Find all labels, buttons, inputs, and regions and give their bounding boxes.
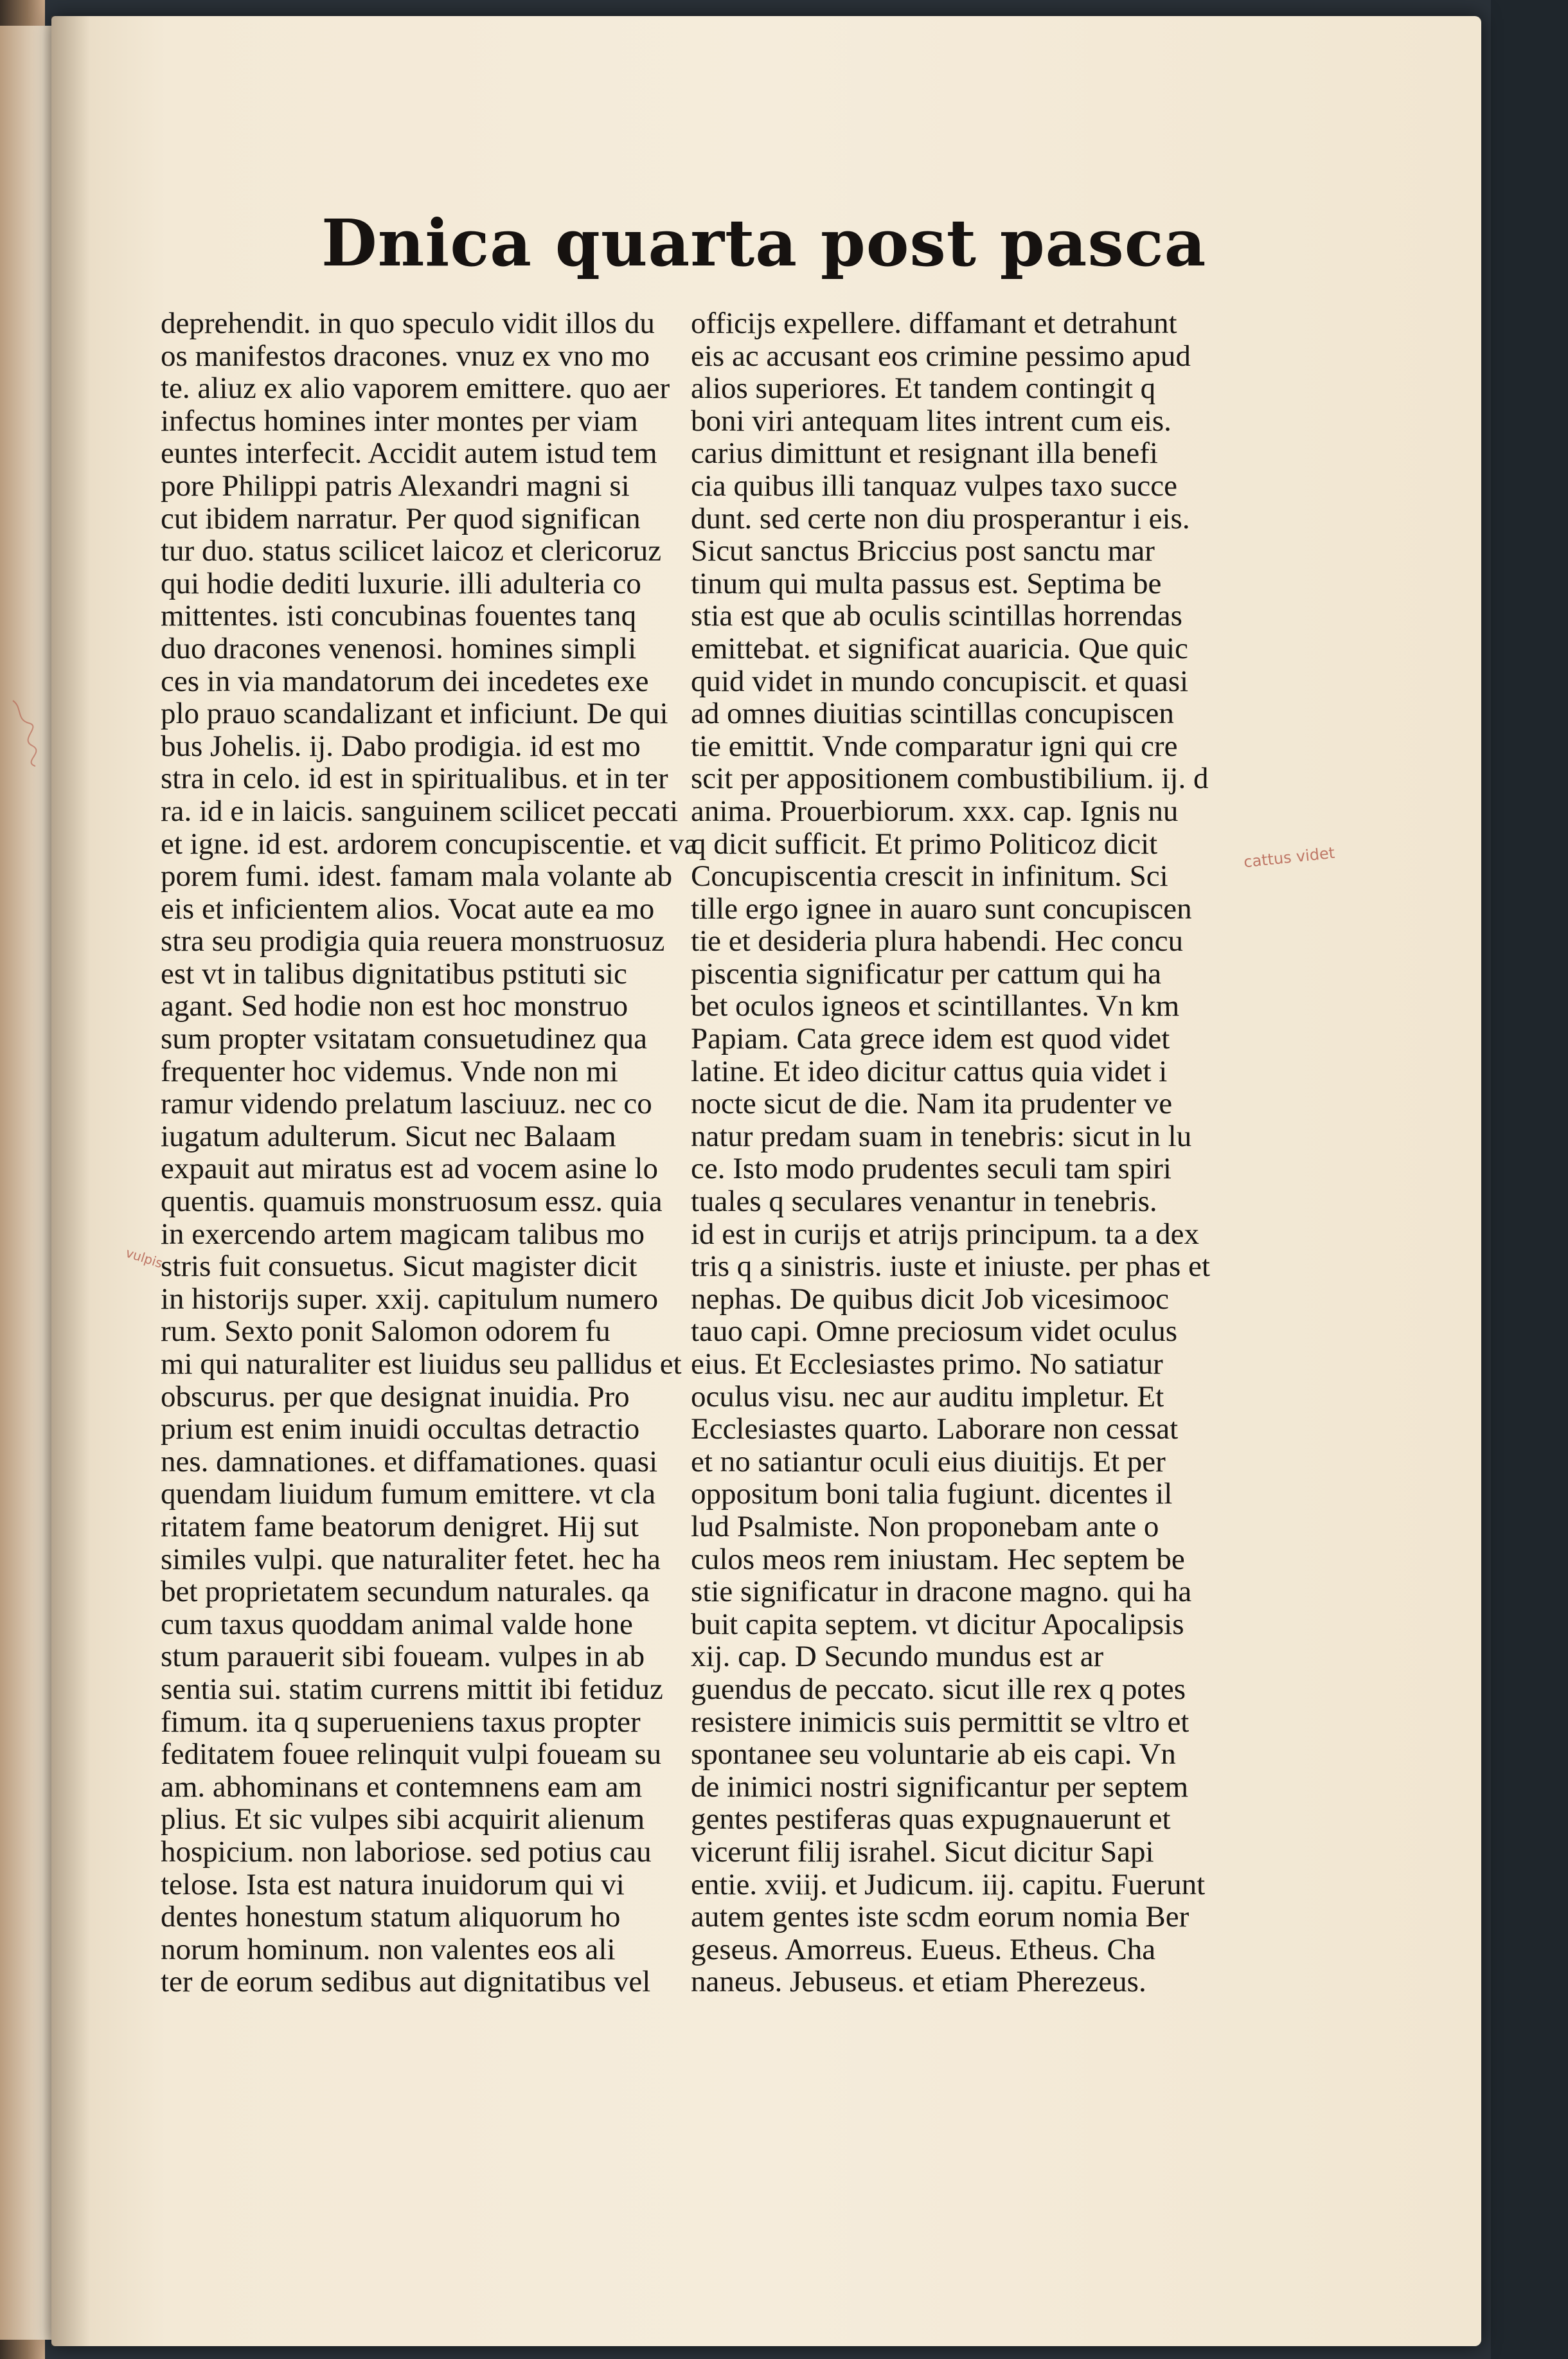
- text-line: Papiam. Cata grece idem est quod videt: [691, 1022, 1170, 1056]
- text-line: natur predam suam in tenebris: sicut in lu: [691, 1119, 1192, 1153]
- text-line: Sicut sanctus Briccius post sanctu mar: [691, 534, 1155, 568]
- text-line: oculus visu. nec aur auditu impletur. Et: [691, 1379, 1164, 1413]
- text-line: est vt in talibus dignitatibus pstituti sic: [161, 956, 627, 991]
- text-line: norum hominum. non valentes eos ali: [161, 1932, 616, 1966]
- text-line: pore Philippi patris Alexandri magni si: [161, 469, 630, 503]
- text-line: fimum. ita q superueniens taxus propter: [161, 1705, 641, 1739]
- right-text-column: [691, 307, 1224, 1998]
- text-line: q dicit sufficit. Et primo Politicoz dicit: [691, 827, 1158, 861]
- text-line: ces in via mandatorum dei incedetes exe: [161, 664, 649, 698]
- text-line: telose. Ista est natura inuidorum qui vi: [161, 1867, 625, 1901]
- text-line: emittebat. et significat auaricia. Que quic: [691, 631, 1188, 665]
- text-line: tille ergo ignee in auaro sunt concupiscen: [691, 892, 1192, 926]
- text-line: cut ibidem narratur. Per quod significan: [161, 501, 641, 535]
- text-line: ad omnes diuitias scintillas concupiscen: [691, 697, 1174, 731]
- text-line: eis ac accusant eos crimine pessimo apud: [691, 339, 1191, 373]
- text-line: ce. Isto modo prudentes seculi tam spiri: [691, 1152, 1172, 1186]
- text-line: officijs expellere. diffamant et detrahunt: [691, 307, 1177, 340]
- margin-annotation-left: vulpis: [123, 1244, 165, 1271]
- text-line: et no satiantur oculi eius diuitijs. Et per: [691, 1444, 1166, 1478]
- text-line: vicerunt filij israhel. Sicut dicitur Sapi: [691, 1834, 1154, 1869]
- text-line: guendus de peccato. sicut ille rex q potes: [691, 1672, 1186, 1706]
- text-line: xij. cap. D Secundo mundus est ar: [691, 1640, 1104, 1674]
- text-line: tris q a sinistris. iuste et iniuste. per phas et: [691, 1250, 1211, 1284]
- text-line: id est in curijs et atrijs principum. ta a dex: [691, 1217, 1199, 1251]
- margin-scribble-icon: [10, 694, 48, 771]
- text-line: quendam liuidum fumum emittere. vt cla: [161, 1477, 656, 1511]
- text-line: culos meos rem iniustam. Hec septem be: [691, 1542, 1185, 1576]
- text-line: cia quibus illi tanquaz vulpes taxo succe: [691, 469, 1178, 503]
- text-line: anima. Prouerbiorum. xxx. cap. Ignis nu: [691, 794, 1179, 828]
- text-line: frequenter hoc videmus. Vnde non mi: [161, 1054, 618, 1088]
- text-line: plo prauo scandalizant et inficiunt. De qui: [161, 697, 668, 731]
- text-line: dunt. sed certe non diu prosperantur i eis.: [691, 501, 1190, 535]
- text-line: similes vulpi. que naturaliter fetet. hec ha: [161, 1542, 661, 1576]
- text-line: agant. Sed hodie non est hoc monstruo: [161, 989, 628, 1023]
- text-line: buit capita septem. vt dicitur Apocalipsis: [691, 1607, 1184, 1641]
- text-line: entie. xviij. et Judicum. iij. capitu. Fuerunt: [691, 1867, 1206, 1901]
- text-line: in historijs super. xxij. capitulum numero: [161, 1282, 659, 1316]
- text-line: autem gentes iste scdm eorum nomia Ber: [691, 1900, 1189, 1934]
- text-line: sentia sui. statim currens mittit ibi fetiduz: [161, 1672, 663, 1706]
- text-line: eis et inficientem alios. Vocat aute ea mo: [161, 892, 655, 926]
- text-line: de inimici nostri significantur per septem: [691, 1770, 1189, 1804]
- text-line: Ecclesiastes quarto. Laborare non cessat: [691, 1412, 1179, 1446]
- margin-annotation-right: cattus videt: [1242, 843, 1336, 872]
- text-line: boni viri antequam lites intrent cum eis.: [691, 404, 1172, 438]
- text-line: am. abhominans et contemnens eam am: [161, 1770, 643, 1804]
- text-line: oppositum boni talia fugiunt. dicentes il: [691, 1477, 1173, 1511]
- text-line: dentes honestum statum aliquorum ho: [161, 1900, 621, 1934]
- text-line: alios superiores. Et tandem contingit q: [691, 372, 1156, 406]
- text-line: latine. Et ideo dicitur cattus quia videt i: [691, 1054, 1168, 1088]
- text-line: nes. damnationes. et diffamationes. quasi: [161, 1444, 658, 1478]
- text-line: bus Johelis. ij. Dabo prodigia. id est mo: [161, 729, 641, 763]
- text-line: bet oculos igneos et scintillantes. Vn km: [691, 989, 1180, 1023]
- text-line: stris fuit consuetus. Sicut magister dicit: [161, 1250, 637, 1284]
- text-line: scit per appositionem combustibilium. ij. d: [691, 762, 1209, 796]
- text-line: nocte sicut de die. Nam ita prudenter ve: [691, 1087, 1173, 1121]
- text-line: obscurus. per que designat inuidia. Pro: [161, 1379, 630, 1413]
- text-line: stum parauerit sibi foueam. vulpes in ab: [161, 1640, 645, 1674]
- text-line: quentis. quamuis monstruosum essz. quia: [161, 1185, 663, 1219]
- text-line: tauo capi. Omne preciosum videt oculus: [691, 1314, 1178, 1349]
- text-line: duo dracones venenosi. homines simpli: [161, 631, 637, 665]
- text-line: prium est enim inuidi occultas detractio: [161, 1412, 640, 1446]
- text-line: stia est que ab oculis scintillas horrendas: [691, 599, 1182, 633]
- text-line: naneus. Jebuseus. et etiam Pherezeus.: [691, 1965, 1146, 1999]
- text-line: infectus homines inter montes per viam: [161, 404, 638, 438]
- text-line: os manifestos dracones. vnuz ex vno mo: [161, 339, 650, 373]
- left-text-column: [161, 307, 698, 1999]
- text-line: ramur videndo prelatum lasciuuz. nec co: [161, 1087, 652, 1121]
- text-line: feditatem fouee relinquit vulpi foueam su: [161, 1737, 662, 1771]
- text-line: nephas. De quibus dicit Job vicesimooc: [691, 1282, 1170, 1316]
- text-line: spontanee seu voluntarie ab eis capi. Vn: [691, 1737, 1176, 1771]
- text-line: plius. Et sic vulpes sibi acquirit alienum: [161, 1802, 645, 1836]
- text-line: cum taxus quoddam animal valde hone: [161, 1607, 633, 1641]
- text-line: ritatem fame beatorum denigret. Hij sut: [161, 1509, 639, 1543]
- text-line: qui hodie dediti luxurie. illi adulteria co: [161, 566, 641, 600]
- text-line: et igne. id est. ardorem concupiscentie. et va: [161, 827, 698, 861]
- text-line: resistere inimicis suis permittit se vltro et: [691, 1705, 1189, 1739]
- text-line: tur duo. status scilicet laicoz et clericoruz: [161, 534, 662, 568]
- text-line: deprehendit. in quo speculo vidit illos du: [161, 307, 655, 340]
- text-line: lud Psalmiste. Non proponebam ante o: [691, 1509, 1159, 1543]
- text-line: quid videt in mundo concupiscit. et quasi: [691, 664, 1189, 698]
- text-line: iugatum adulterum. Sicut nec Balaam: [161, 1119, 616, 1153]
- text-line: euntes interfecit. Accidit autem istud tem: [161, 436, 657, 471]
- text-line: piscentia significatur per cattum qui ha: [691, 956, 1162, 991]
- background-right: [1491, 0, 1568, 2359]
- gutter-shadow: [51, 16, 90, 2346]
- text-line: te. aliuz ex alio vaporem emittere. quo aer: [161, 372, 670, 406]
- text-line: tuales q seculares venantur in tenebris.: [691, 1185, 1157, 1219]
- text-line: stra seu prodigia quia reuera monstruosuz: [161, 924, 665, 958]
- text-line: hospicium. non laboriose. sed potius cau: [161, 1834, 652, 1869]
- text-line: porem fumi. idest. famam mala volante ab: [161, 859, 673, 893]
- text-line: carius dimittunt et resignant illa benefi: [691, 436, 1158, 471]
- text-line: mi qui naturaliter est liuidus seu pallidus et: [161, 1347, 682, 1381]
- text-line: eius. Et Ecclesiastes primo. No satiatur: [691, 1347, 1163, 1381]
- text-line: mittentes. isti concubinas fouentes tanq: [161, 599, 637, 633]
- page-heading: Dnica quarta post pasca: [321, 205, 1207, 281]
- text-line: bet proprietatem secundum naturales. qa: [161, 1575, 650, 1609]
- text-line: sum propter vsitatam consuetudinez qua: [161, 1022, 648, 1056]
- text-line: rum. Sexto ponit Salomon odorem fu: [161, 1314, 610, 1349]
- text-line: gentes pestiferas quas expugnauerunt et: [691, 1802, 1171, 1836]
- text-line: geseus. Amorreus. Eueus. Etheus. Cha: [691, 1932, 1156, 1966]
- text-line: Concupiscentia crescit in infinitum. Sci: [691, 859, 1168, 893]
- text-line: tie emittit. Vnde comparatur igni qui cre: [691, 729, 1178, 763]
- text-line: tinum qui multa passus est. Septima be: [691, 566, 1162, 600]
- text-line: stie significatur in dracone magno. qui ha: [691, 1575, 1192, 1609]
- text-line: stra in celo. id est in spiritualibus. et in ter: [161, 762, 668, 796]
- text-line: ra. id e in laicis. sanguinem scilicet peccati: [161, 794, 679, 828]
- text-line: expauit aut miratus est ad vocem asine lo: [161, 1152, 658, 1186]
- text-line: tie et desideria plura habendi. Hec concu: [691, 924, 1184, 958]
- text-line: in exercendo artem magicam talibus mo: [161, 1217, 645, 1251]
- text-line: ter de eorum sedibus aut dignitatibus vel: [161, 1965, 651, 1999]
